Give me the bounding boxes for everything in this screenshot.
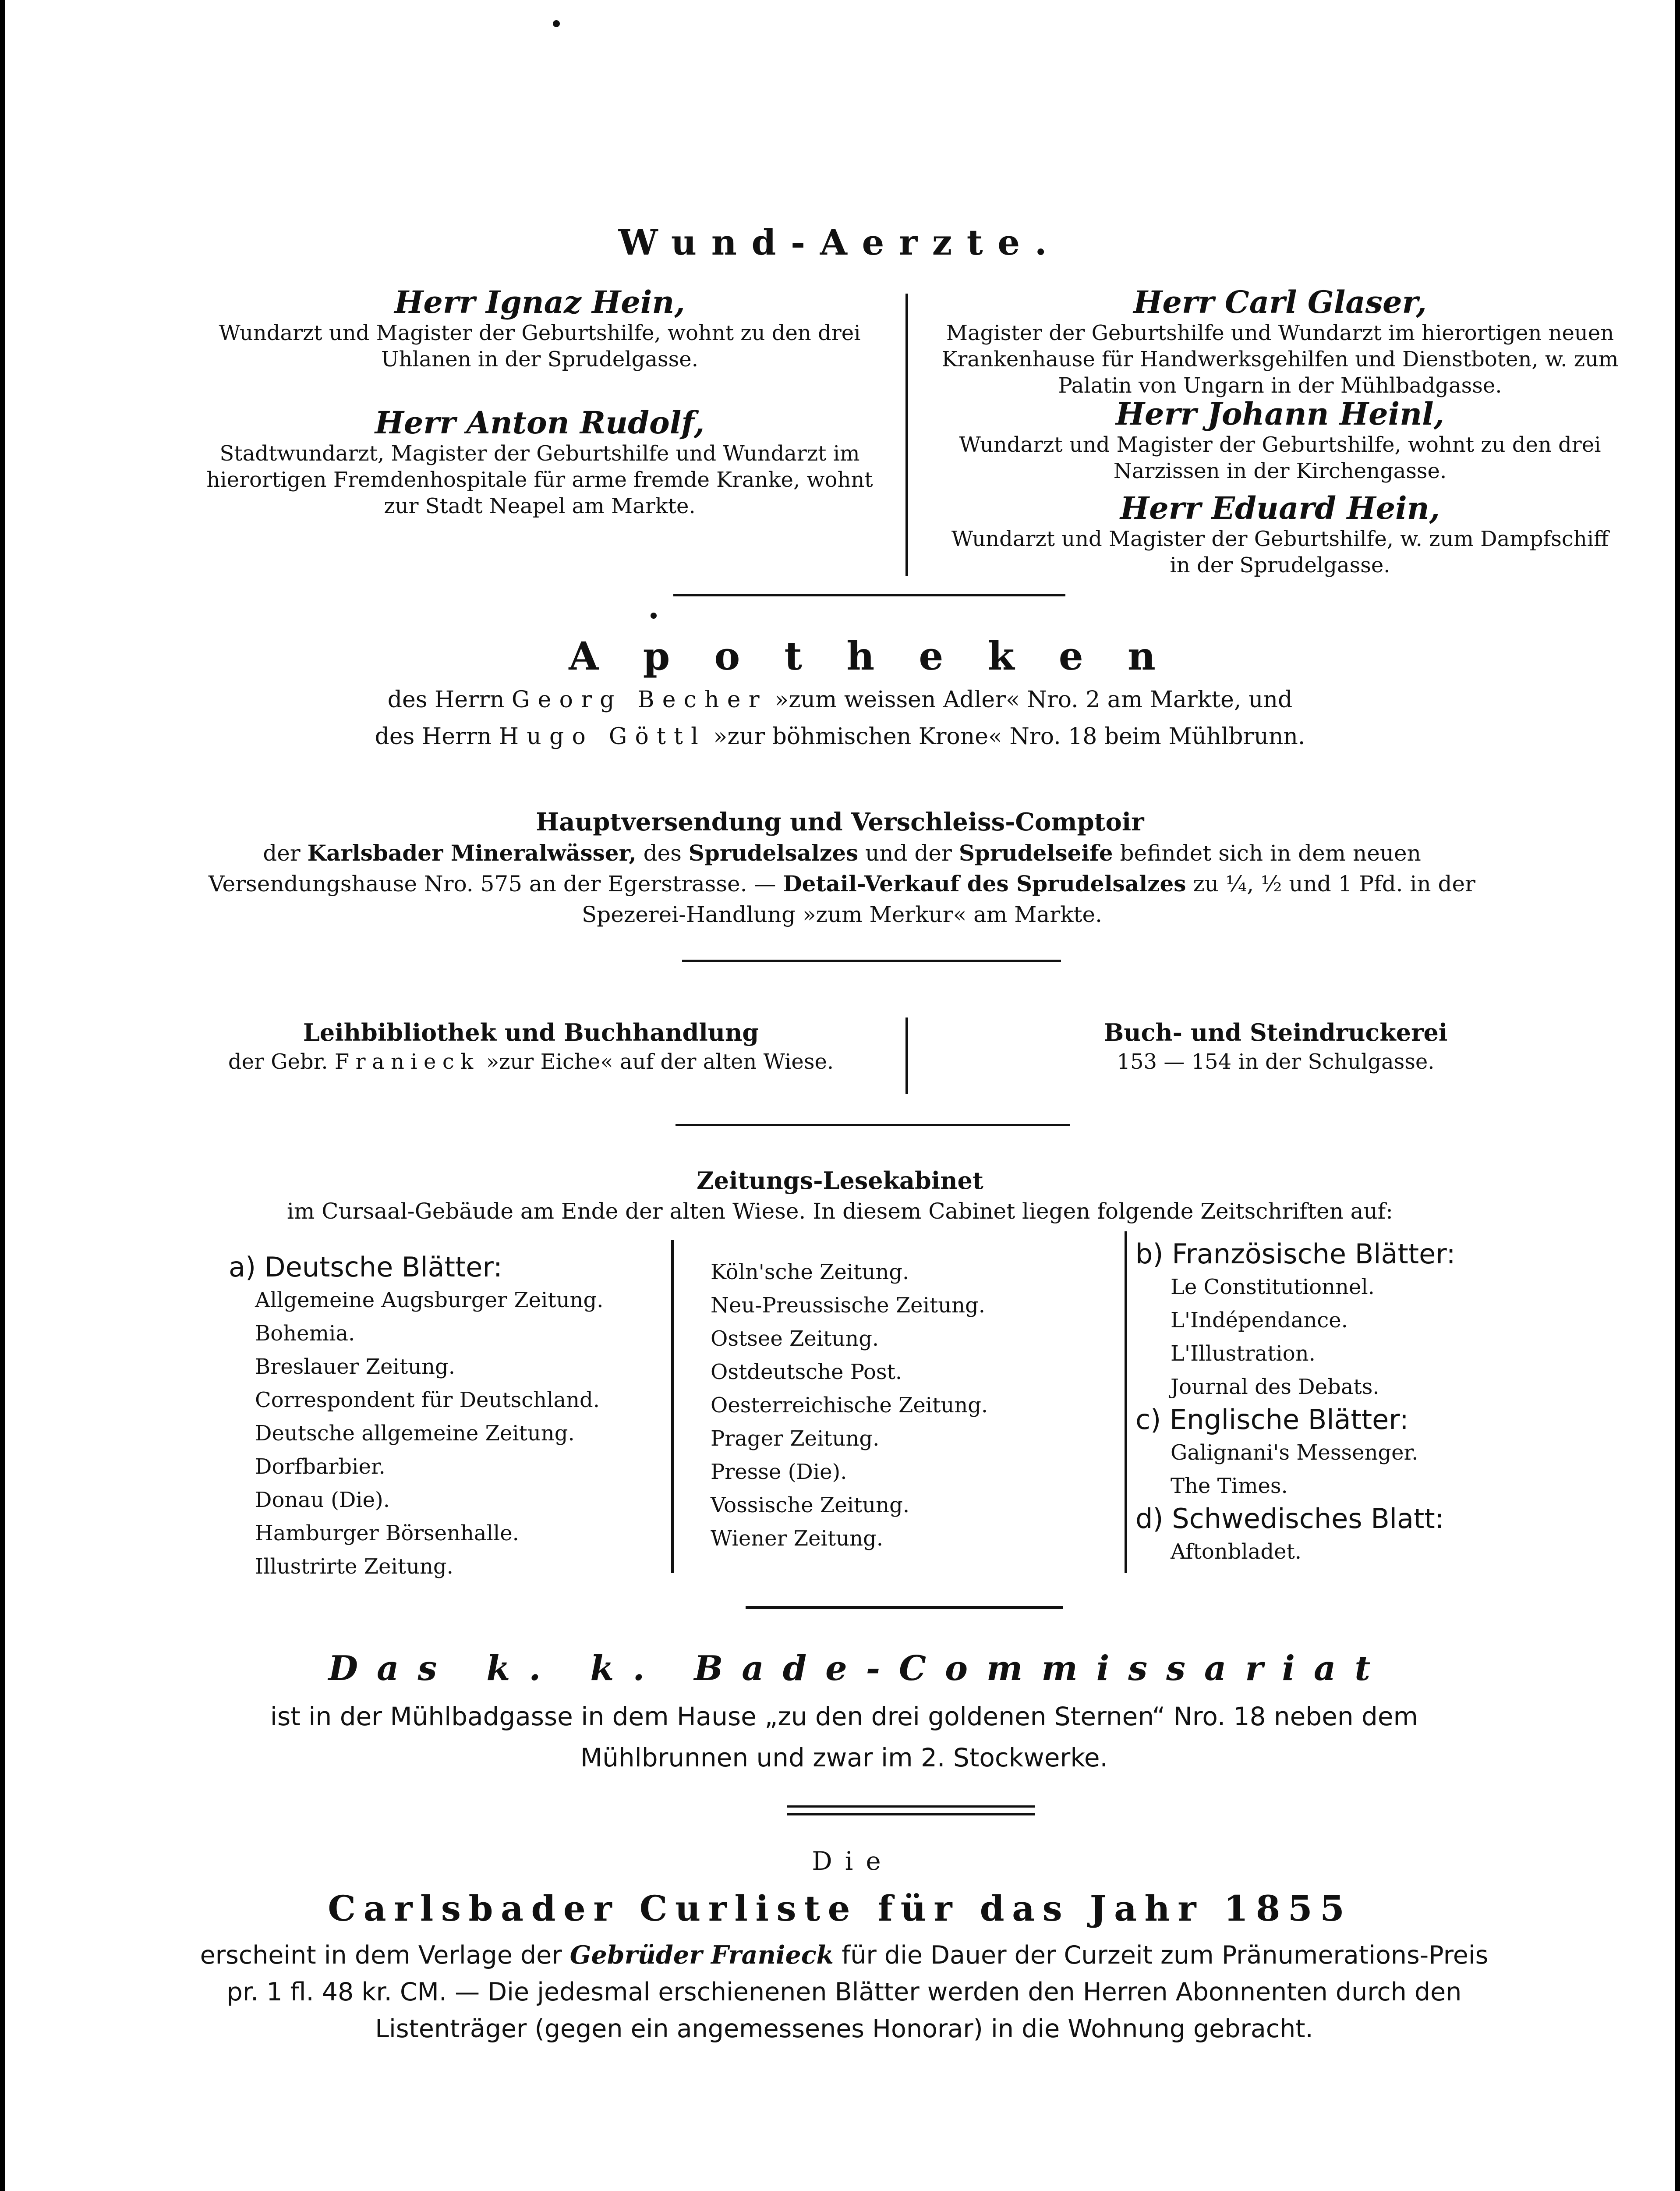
section-divider [682, 960, 1061, 962]
list-item: Köln'sche Zeitung. [711, 1260, 909, 1284]
badecommissariat-text: ist in der Mühlbadgasse in dem Hause „zu den drei goldenen Sternen“ Nro. 18 neben dem Mühlbrunnen und zwar im 2. Stockwerke. [270, 1702, 1418, 1773]
druckerei-text: 153 — 154 in der Schulgasse. [1117, 1049, 1435, 1074]
list-item: The Times. [1171, 1474, 1288, 1498]
apotheke-owner: Georg Becher [511, 687, 767, 713]
apotheke-text: »zum weissen Adler« Nro. 2 am Markte, und [767, 687, 1293, 713]
surgeon-5 [938, 491, 1622, 578]
surgeon-name: Herr Ignaz Hein, [394, 284, 685, 320]
versendung-plain: des [636, 840, 689, 866]
column-divider [1125, 1231, 1127, 1573]
speck-dot [553, 20, 560, 27]
list-item: Ostsee Zeitung. [711, 1326, 879, 1351]
list-item: L'Illustration. [1171, 1341, 1316, 1366]
speck-dot [651, 613, 657, 619]
newspaper-list [1135, 1436, 1582, 1503]
column-divider [905, 294, 908, 576]
versendung-title: Hauptversendung und Verschleiss-Comptoir [536, 808, 1144, 837]
section-divider [676, 1124, 1070, 1126]
list-heading: c) Englische Blätter: [1135, 1404, 1409, 1436]
curliste-die: Die [812, 1846, 894, 1876]
apotheken-text [5, 681, 1675, 755]
list-item: Allgemeine Augsburger Zeitung. [255, 1288, 604, 1312]
list-item: Breslauer Zeitung. [255, 1354, 455, 1379]
versendung-bold: Sprudelseife [958, 840, 1113, 866]
list-item: Donau (Die). [255, 1488, 390, 1512]
apotheke-line [5, 718, 1675, 755]
versendung-bold: Sprudelsalzes [688, 840, 859, 866]
list-heading: b) Französische Blätter: [1135, 1238, 1456, 1270]
list-item: Vossische Zeitung. [711, 1493, 910, 1517]
double-rule [787, 1813, 1035, 1815]
leihbibliothek-title: Leihbibliothek und Buchhandlung [303, 1018, 759, 1046]
list-item: Prager Zeitung. [711, 1426, 880, 1451]
list-item: Journal des Debats. [1171, 1375, 1379, 1399]
versendung-bold: Detail-Verkauf des Sprudelsalzes [783, 871, 1186, 897]
apotheke-text: des Herrn [375, 723, 499, 750]
curliste-title: Carlsbader Curliste für das Jahr 1855 [328, 1888, 1352, 1929]
lesekabinet-intro: im Cursaal-Gebäude am Ende der alten Wiese. In diesem Cabinet liegen folgende Zeitschriften auf: [286, 1198, 1394, 1224]
list-heading: a) Deutsche Blätter: [229, 1251, 502, 1283]
double-rule [787, 1805, 1035, 1808]
curliste-text [189, 1937, 1499, 2047]
newspaper-list [229, 1283, 667, 1583]
versendung-plain: zu ¼, ½ und 1 Pfd. in der Spezerei-Handlung »zum Merkur« am Markte. [582, 871, 1475, 927]
newspaper-list [1135, 1270, 1582, 1404]
curliste-publisher: Gebrüder Franieck [569, 1940, 834, 1970]
list-item: Presse (Die). [711, 1460, 847, 1484]
list-item: Illustrirte Zeitung. [255, 1554, 453, 1579]
surgeon-2 [198, 405, 881, 519]
surgeon-name: Herr Johann Heinl, [1115, 396, 1445, 432]
list-item: L'Indépendance. [1171, 1308, 1348, 1333]
surgeon-desc: Magister der Geburtshilfe und Wundarzt im hierortigen neuen Krankenhause für Handwerksgehilfen und Dienstboten, w. zum Palatin von Ungarn in der Mühlbadgasse. [941, 321, 1619, 398]
versendung-plain: der [263, 840, 308, 866]
apotheke-line [5, 681, 1675, 718]
curliste-plain: für die Dauer der Curzeit zum Pränumerations-Preis pr. 1 fl. 48 kr. CM. — Die jedesmal erschienenen Blätter werden den Herren Abonnenten durch den Listenträger (gegen ein angemessenes Honorar) in die Wohnung gebracht. [226, 1941, 1489, 2043]
list-item: Ostdeutsche Post. [711, 1360, 902, 1384]
list-item: Neu-Preussische Zeitung. [711, 1293, 986, 1318]
wundaerzte-title: Wund-Aerzte. [618, 222, 1062, 263]
versendung-plain: und der [858, 840, 959, 866]
badecommissariat-title: Das k. k. Bade-Commissariat [328, 1649, 1390, 1688]
column-divider [671, 1240, 674, 1573]
apotheken-title: Apotheken [569, 633, 1200, 679]
druckerei-title: Buch- und Steindruckerei [1103, 1018, 1448, 1046]
list-heading: d) Schwedisches Blatt: [1135, 1503, 1444, 1535]
surgeon-desc: Wundarzt und Magister der Geburtshilfe, wohnt zu den drei Narzissen in der Kirchengasse. [959, 433, 1601, 483]
lesekabinet-title: Zeitungs-Lesekabinet [697, 1166, 983, 1195]
page [5, 0, 1675, 2191]
section-divider [746, 1606, 1063, 1609]
list-item: Le Constitutionnel. [1171, 1275, 1375, 1299]
list-item: Deutsche allgemeine Zeitung. [255, 1421, 575, 1446]
list-item: Bohemia. [255, 1321, 355, 1346]
surgeon-desc: Wundarzt und Magister der Geburtshilfe, wohnt zu den drei Uhlanen in der Sprudelgasse. [219, 321, 861, 372]
surgeon-name: Herr Eduard Hein, [1120, 490, 1440, 526]
column-german [229, 1251, 667, 1583]
surgeon-name: Herr Anton Rudolf, [375, 404, 705, 441]
list-item: Galignani's Messenger. [1171, 1440, 1418, 1465]
leihbibliothek-owner: Franieck [334, 1049, 480, 1074]
list-item: Dorfbarbier. [255, 1454, 386, 1479]
surgeon-desc: Wundarzt und Magister der Geburtshilfe, w. zum Dampfschiff in der Sprudelgasse. [951, 527, 1609, 578]
section-divider [673, 594, 1065, 596]
leihbibliothek [172, 1018, 890, 1076]
newspaper-list [1135, 1535, 1582, 1568]
surgeon-desc: Stadtwundarzt, Magister der Geburtshilfe und Wundarzt im hierortigen Fremdenhospitale für arme fremde Kranke, wohnt zur Stadt Neapel am Markte. [206, 441, 873, 518]
surgeon-name: Herr Carl Glaser, [1133, 284, 1427, 320]
druckerei [960, 1018, 1591, 1076]
surgeon-1 [198, 285, 881, 372]
versendung-bold: Karlsbader Mineralwässer, [307, 840, 637, 866]
surgeon-4 [938, 397, 1622, 484]
leihbibliothek-plain: der Gebr. [228, 1049, 335, 1074]
column-german-2 [711, 1255, 1105, 1555]
versendung-plain: befindet sich in dem neuen Versendungshause Nro. 575 an der Egerstrasse. — [209, 840, 1421, 897]
versendung-text [189, 838, 1495, 930]
surgeon-3 [938, 285, 1622, 399]
apotheke-owner: Hugo Göttl [499, 723, 706, 750]
apotheke-text: des Herrn [387, 687, 512, 713]
leihbibliothek-text [172, 1047, 890, 1076]
list-item: Aftonbladet. [1171, 1539, 1302, 1564]
list-item: Correspondent für Deutschland. [255, 1388, 600, 1412]
leihbibliothek-plain: »zur Eiche« auf der alten Wiese. [479, 1049, 834, 1074]
list-item: Oesterreichische Zeitung. [711, 1393, 988, 1418]
column-foreign [1135, 1238, 1582, 1568]
curliste-plain: erscheint in dem Verlage der [200, 1941, 570, 1970]
apotheke-text: »zur böhmischen Krone« Nro. 18 beim Mühlbrunn. [706, 723, 1305, 750]
list-item: Wiener Zeitung. [711, 1526, 883, 1551]
list-item: Hamburger Börsenhalle. [255, 1521, 519, 1546]
column-divider [905, 1018, 908, 1094]
